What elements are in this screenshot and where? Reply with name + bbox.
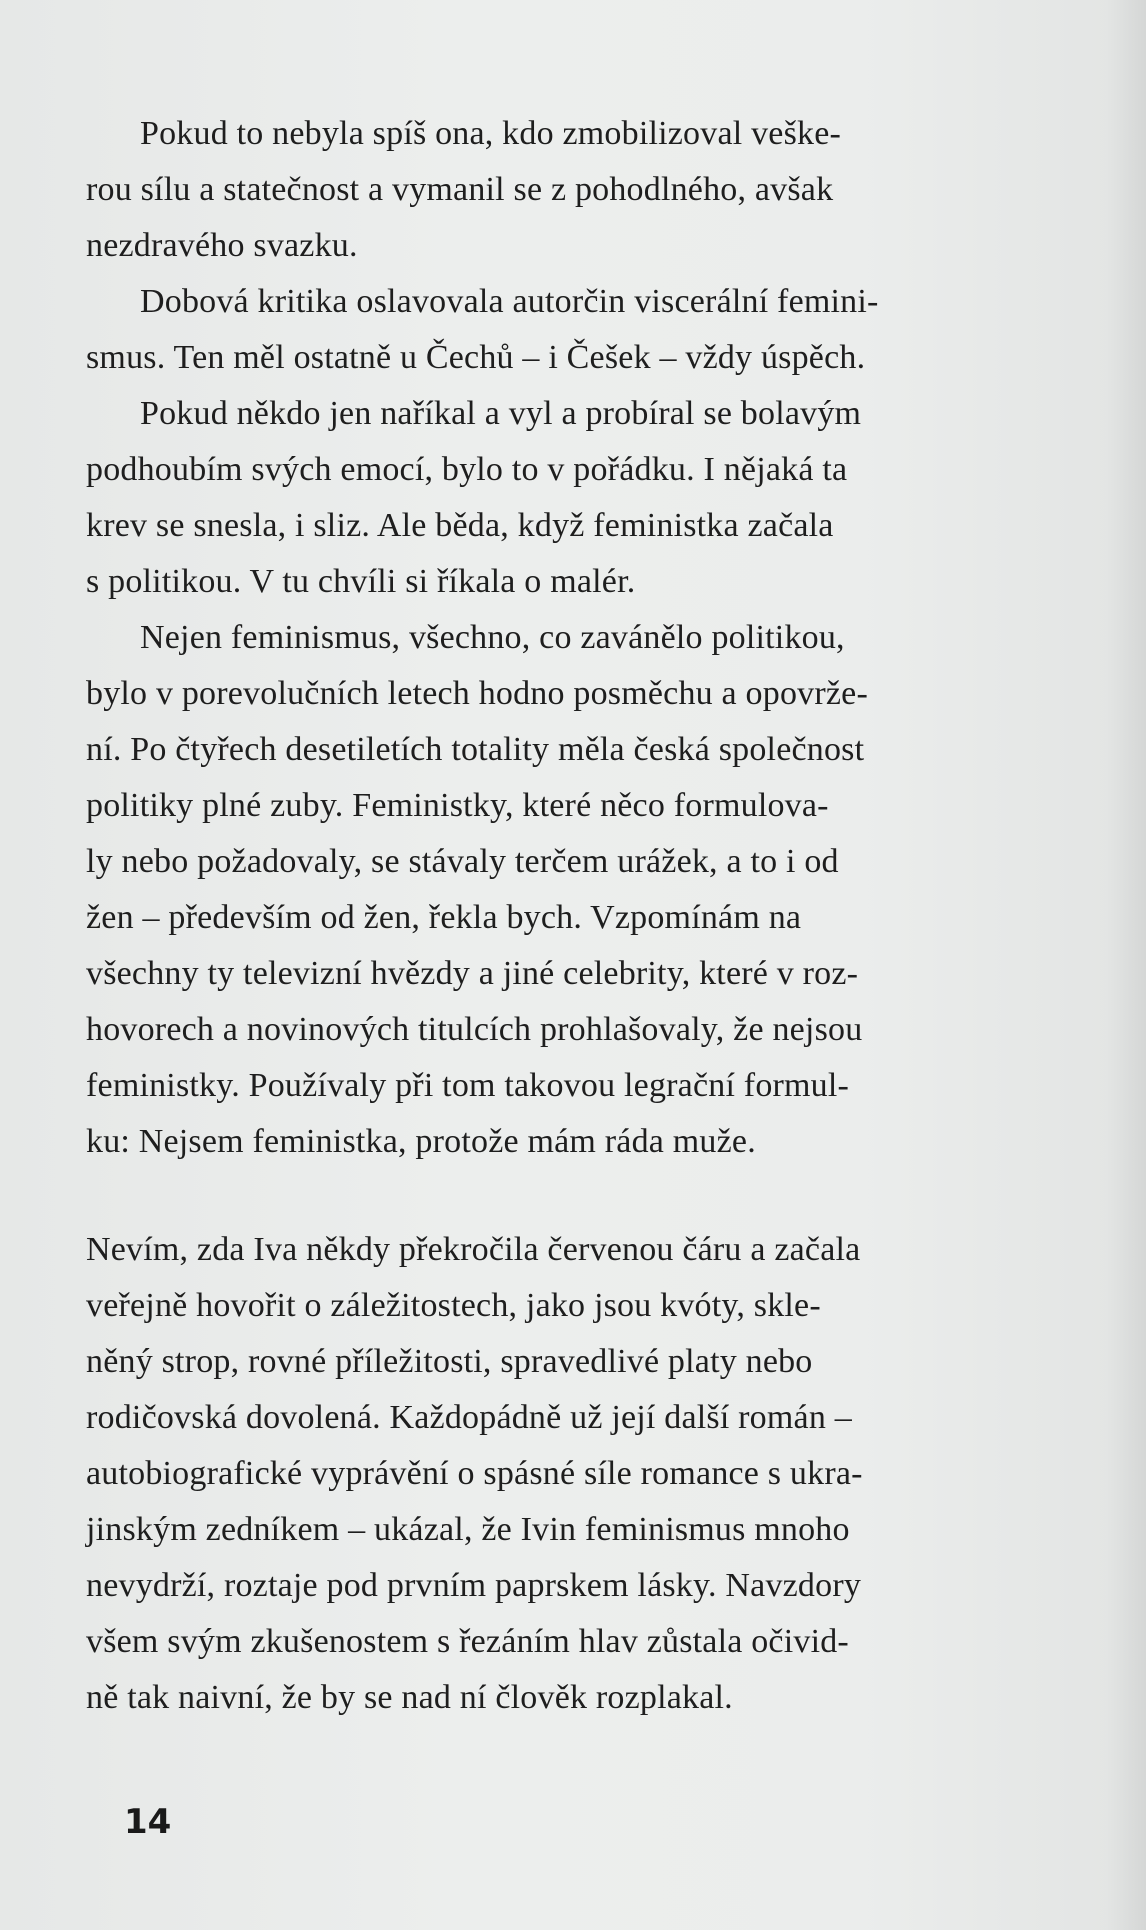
text-line: všem svým zkušenostem s řezáním hlav zůstala očivid- <box>86 1623 849 1660</box>
text-line: Pokud někdo jen naříkal a vyl a probíral se bolavým <box>140 395 862 432</box>
text-line: autobiografické vyprávění o spásné síle romance s ukra- <box>86 1455 863 1492</box>
text-line: krev se snesla, i sliz. Ale běda, když feministka začala <box>86 507 834 544</box>
text-line: všechny ty televizní hvězdy a jiné celebrity, které v roz- <box>86 955 859 992</box>
text-line: nevydrží, roztaje pod prvním paprskem lásky. Navzdory <box>86 1567 862 1604</box>
text-line: Nevím, zda Iva někdy překročila červenou čáru a začala <box>86 1231 861 1268</box>
text-line: jinským zedníkem – ukázal, že Ivin feminismus mnoho <box>86 1511 850 1548</box>
page-edge-shadow <box>1106 0 1146 1930</box>
text-line: žen – především od žen, řekla bych. Vzpomínám na <box>86 899 802 936</box>
text-line: feministky. Používaly při tom takovou legrační formul- <box>86 1067 850 1104</box>
text-line: rou sílu a statečnost a vymanil se z pohodlného, avšak <box>86 171 834 208</box>
text-line: ně tak naivní, že by se nad ní člověk rozplakal. <box>86 1679 733 1716</box>
page-number: 14 <box>124 1802 172 1842</box>
text-line: politiky plné zuby. Feministky, které něco formulova- <box>86 787 829 824</box>
text-line: ku: Nejsem feministka, protože mám ráda muže. <box>86 1123 756 1160</box>
text-line: smus. Ten měl ostatně u Čechů – i Češek – vždy úspěch. <box>86 339 866 376</box>
text-line: podhoubím svých emocí, bylo to v pořádku. I nějaká ta <box>86 451 848 488</box>
text-line: něný strop, rovné příležitosti, spravedlivé platy nebo <box>86 1343 813 1380</box>
text-line: veřejně hovořit o záležitostech, jako jsou kvóty, skle- <box>86 1287 821 1324</box>
text-line: bylo v porevolučních letech hodno posměchu a opovrže- <box>86 675 868 712</box>
text-line: rodičovská dovolená. Každopádně už její další román – <box>86 1399 852 1436</box>
text-line: nezdravého svazku. <box>86 227 358 264</box>
text-line: ní. Po čtyřech desetiletích totality měla česká společnost <box>86 731 865 768</box>
text-line: s politikou. V tu chvíli si říkala o malér. <box>86 563 636 600</box>
paragraph-block-1 <box>86 106 1016 1170</box>
paragraph-block-2 <box>86 1222 1016 1726</box>
text-line: hovorech a novinových titulcích prohlašovaly, že nejsou <box>86 1011 863 1048</box>
text-line: Pokud to nebyla spíš ona, kdo zmobilizoval veške- <box>140 115 842 152</box>
text-line: Nejen feminismus, všechno, co zavánělo politikou, <box>140 619 845 656</box>
text-line: Dobová kritika oslavovala autorčin viscerální femini- <box>140 283 879 320</box>
text-line: ly nebo požadovaly, se stávaly terčem urážek, a to i od <box>86 843 839 880</box>
